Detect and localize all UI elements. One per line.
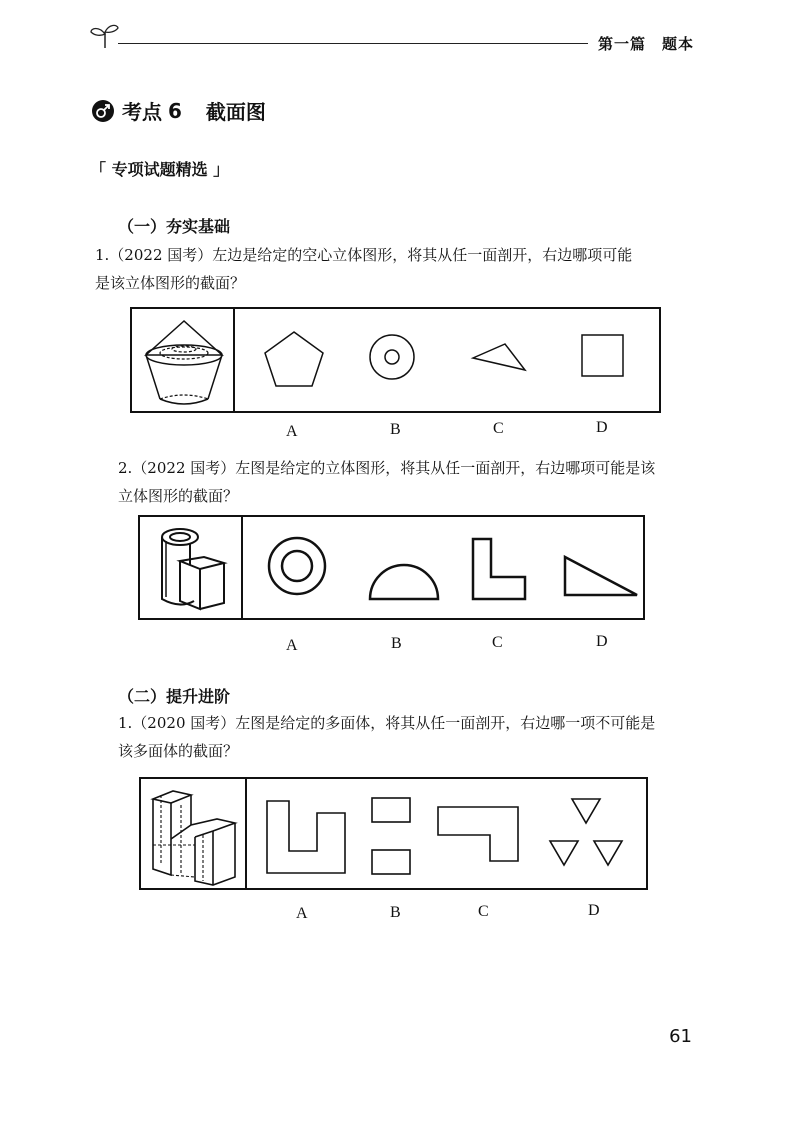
option-b-semicircle — [368, 563, 440, 601]
header-title: 第一篇 题本 — [598, 35, 695, 53]
option-b-ring — [368, 333, 416, 381]
option-c-l-shape — [471, 537, 527, 601]
q3-figure-box — [139, 777, 648, 890]
q-line: 2.（2022 国考）左图是给定的立体图形，将其从任一面剖开，右边哪项可能是该 — [118, 459, 656, 477]
topic-name: 截面图 — [205, 100, 266, 124]
cylinder-block-figure — [154, 525, 234, 615]
q-line: 1.（2020 国考）左图是给定的多面体，将其从任一面剖开，右边哪一项不可能是 — [118, 714, 656, 732]
option-label: D — [596, 419, 608, 436]
topic-heading — [92, 96, 266, 125]
part1-heading: （一）夯实基础 — [118, 217, 231, 236]
figure-divider — [241, 517, 243, 618]
hollow-solid-figure — [138, 313, 230, 409]
option-label: D — [588, 902, 600, 919]
option-c-step-shape — [436, 805, 520, 863]
option-label: A — [286, 423, 298, 440]
option-label: C — [493, 420, 504, 437]
option-label: A — [286, 637, 298, 654]
q-line: 1.（2022 国考）左边是给定的空心立体图形，将其从任一面剖开，右边哪项可能 — [95, 246, 633, 264]
option-d-three-triangles — [548, 797, 624, 869]
q1-figure-box — [130, 307, 661, 413]
q2-figure-box — [138, 515, 645, 620]
part1-q2-text — [118, 454, 718, 510]
option-a-ring — [266, 535, 328, 597]
topic-label: 考点 — [122, 100, 162, 124]
option-a-u-shape — [265, 799, 347, 875]
part2-heading: （二）提升进阶 — [118, 687, 231, 706]
option-label: C — [478, 903, 489, 920]
part2-q1-text — [118, 709, 718, 765]
topic-icon — [92, 100, 114, 122]
figure-divider — [233, 309, 235, 411]
option-d-square — [581, 334, 625, 378]
q-line: 该多面体的截面？ — [118, 742, 239, 760]
sprout-icon — [85, 22, 125, 50]
option-a-pentagon — [263, 330, 325, 388]
topic-number: 6 — [168, 98, 182, 123]
option-label: C — [492, 634, 503, 651]
option-label: B — [391, 635, 402, 652]
figure-divider — [245, 779, 247, 888]
q-line: 是该立体图形的截面？ — [95, 274, 246, 292]
part1-q1-text — [95, 241, 695, 297]
option-b-two-rectangles — [370, 796, 412, 878]
page-number: 61 — [669, 1026, 692, 1047]
option-label: B — [390, 904, 401, 921]
option-label: D — [596, 633, 608, 650]
option-label: A — [296, 905, 308, 922]
option-c-triangle — [471, 342, 527, 372]
header-rule — [118, 43, 588, 44]
option-d-right-triangle — [563, 555, 639, 597]
section-title: 「 专项试题精选 」 — [90, 160, 230, 179]
q-line: 立体图形的截面？ — [118, 487, 239, 505]
polyhedron-figure — [147, 785, 241, 885]
option-label: B — [390, 421, 401, 438]
